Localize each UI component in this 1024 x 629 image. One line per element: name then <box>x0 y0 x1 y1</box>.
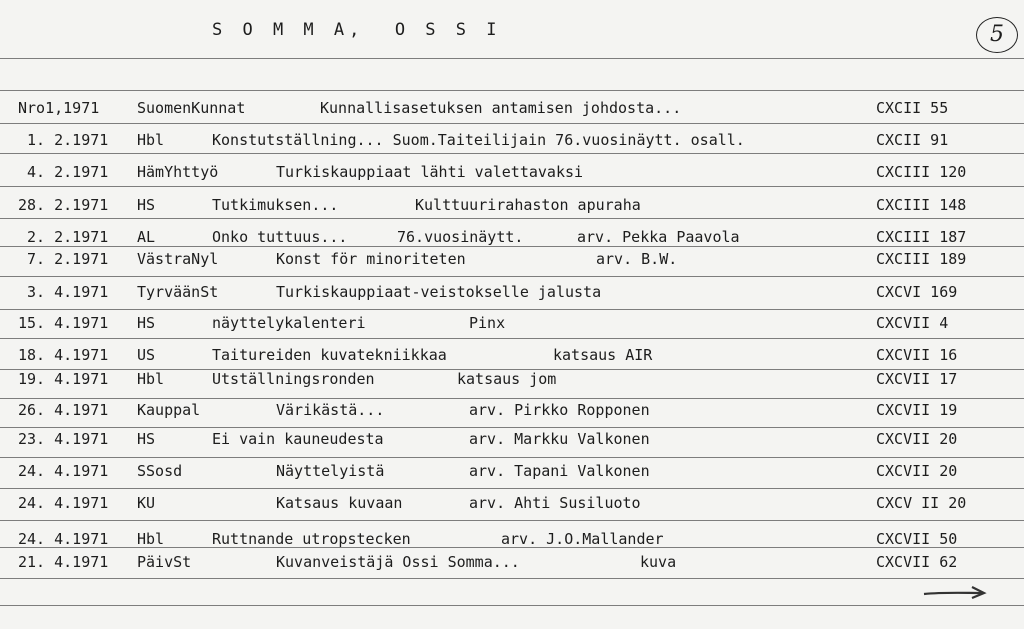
entry-date: 23. 4.1971 <box>18 430 109 448</box>
entry-text: kuva <box>640 553 677 571</box>
entry-row <box>0 430 1024 452</box>
entry-text: Kunnallisasetuksen antamisen johdosta... <box>320 99 682 117</box>
entry-row <box>0 370 1024 392</box>
entry-reference: CXCVII 4 <box>876 314 949 332</box>
entry-date: 24. 4.1971 <box>18 462 109 480</box>
entry-text: Konst för minoriteten <box>276 250 466 268</box>
entry-text: Pinx <box>469 314 506 332</box>
entry-date: Nro1,1971 <box>18 99 100 117</box>
entry-text: Utställningsronden <box>212 370 375 388</box>
entry-reference: CXCIII 120 <box>876 163 967 181</box>
entry-text: Kuvanveistäjä Ossi Somma... <box>276 553 520 571</box>
entry-text: arv. Ahti Susiluoto <box>469 494 641 512</box>
entry-text: arv. Markku Valkonen <box>469 430 650 448</box>
entry-text: arv. J.O.Mallander <box>501 530 664 548</box>
entry-date: 21. 4.1971 <box>18 553 109 571</box>
ruled-line <box>0 58 1024 59</box>
entry-source: Kauppal <box>137 401 201 419</box>
ruled-line <box>0 520 1024 521</box>
entry-reference: CXCVII 16 <box>876 346 958 364</box>
ruled-line <box>0 90 1024 91</box>
entry-source: PäivSt <box>137 553 192 571</box>
entry-text: arv. Pirkko Ropponen <box>469 401 650 419</box>
entry-source: HS <box>137 430 156 448</box>
entry-source: Hbl <box>137 131 165 149</box>
entry-row <box>0 196 1024 218</box>
ruled-line <box>0 186 1024 187</box>
ruled-line <box>0 309 1024 310</box>
entry-reference: CXCVI 169 <box>876 283 958 301</box>
entry-row <box>0 99 1024 121</box>
entry-text: Turkiskauppiaat-veistokselle jalusta <box>276 283 602 301</box>
ruled-line <box>0 153 1024 154</box>
entry-date: 24. 4.1971 <box>18 494 109 512</box>
entry-date: 3. 4.1971 <box>18 283 109 301</box>
continue-arrow-icon <box>920 583 990 603</box>
entry-row <box>0 314 1024 336</box>
ruled-line <box>0 427 1024 428</box>
entry-date: 18. 4.1971 <box>18 346 109 364</box>
ruled-line <box>0 123 1024 124</box>
entry-source: KU <box>137 494 156 512</box>
entry-text: Värikästä... <box>276 401 385 419</box>
entry-source: SSosd <box>137 462 183 480</box>
entry-reference: CXCV II 20 <box>876 494 967 512</box>
entry-date: 4. 2.1971 <box>18 163 109 181</box>
entry-source: HämYhttyö <box>137 163 219 181</box>
entry-reference: CXCVII 50 <box>876 530 958 548</box>
entry-text: 76.vuosinäytt. <box>397 228 524 246</box>
entry-reference: CXCVII 62 <box>876 553 958 571</box>
entry-source: US <box>137 346 156 364</box>
entry-date: 7. 2.1971 <box>18 250 109 268</box>
ruled-line <box>0 276 1024 277</box>
entry-date: 15. 4.1971 <box>18 314 109 332</box>
entry-text: Onko tuttuus... <box>212 228 348 246</box>
entry-date: 2. 2.1971 <box>18 228 109 246</box>
entry-row <box>0 462 1024 484</box>
ruled-line <box>0 398 1024 399</box>
entry-row <box>0 346 1024 368</box>
entry-date: 19. 4.1971 <box>18 370 109 388</box>
ruled-line <box>0 218 1024 219</box>
entry-text: arv. B.W. <box>596 250 678 268</box>
entry-text: Tutkimuksen... <box>212 196 339 214</box>
entry-text: katsaus AIR <box>553 346 653 364</box>
entry-reference: CXCII 55 <box>876 99 949 117</box>
entry-source: TyrväänSt <box>137 283 219 301</box>
entry-row <box>0 283 1024 305</box>
entry-date: 1. 2.1971 <box>18 131 109 149</box>
entry-text: Turkiskauppiaat lähti valettavaksi <box>276 163 584 181</box>
entry-reference: CXCIII 189 <box>876 250 967 268</box>
entry-source: HS <box>137 196 156 214</box>
entry-date: 24. 4.1971 <box>18 530 109 548</box>
entry-source: Hbl <box>137 370 165 388</box>
entry-reference: CXCVII 20 <box>876 430 958 448</box>
entry-text: Konstutställning... Suom.Taiteilijain 76.vuosinäytt. osall. <box>212 131 745 149</box>
entry-text: Ei vain kauneudesta <box>212 430 384 448</box>
entry-row <box>0 494 1024 516</box>
entry-row <box>0 553 1024 575</box>
entry-row <box>0 131 1024 153</box>
entry-reference: CXCII 91 <box>876 131 949 149</box>
entry-reference: CXCVII 20 <box>876 462 958 480</box>
entry-text: Ruttnande utropstecken <box>212 530 411 548</box>
ruled-line <box>0 605 1024 606</box>
entry-date: 26. 4.1971 <box>18 401 109 419</box>
entry-reference: CXCIII 187 <box>876 228 967 246</box>
entry-text: Katsaus kuvaan <box>276 494 403 512</box>
entry-source: SuomenKunnat <box>137 99 246 117</box>
entry-text: Kulttuurirahaston apuraha <box>415 196 641 214</box>
entry-text: Näyttelyistä <box>276 462 385 480</box>
ruled-line <box>0 578 1024 579</box>
entry-text: arv. Pekka Paavola <box>577 228 740 246</box>
entry-source: VästraNyl <box>137 250 219 268</box>
entry-source: HS <box>137 314 156 332</box>
entry-row <box>0 228 1024 250</box>
card-title: S O M M A, O S S I <box>212 20 502 40</box>
entry-text: katsaus jom <box>457 370 557 388</box>
entry-text: näyttelykalenteri <box>212 314 366 332</box>
entry-text: Taitureiden kuvatekniikkaa <box>212 346 447 364</box>
entry-row <box>0 163 1024 185</box>
entry-source: AL <box>137 228 156 246</box>
entry-date: 28. 2.1971 <box>18 196 109 214</box>
ruled-line <box>0 457 1024 458</box>
entry-row <box>0 401 1024 423</box>
entry-reference: CXCVII 17 <box>876 370 958 388</box>
page-number-circle: 5 <box>976 17 1018 53</box>
entry-row <box>0 250 1024 272</box>
ruled-line <box>0 338 1024 339</box>
ruled-line <box>0 488 1024 489</box>
entry-reference: CXCIII 148 <box>876 196 967 214</box>
entry-text: arv. Tapani Valkonen <box>469 462 650 480</box>
entry-row <box>0 530 1024 552</box>
entry-source: Hbl <box>137 530 165 548</box>
entry-reference: CXCVII 19 <box>876 401 958 419</box>
